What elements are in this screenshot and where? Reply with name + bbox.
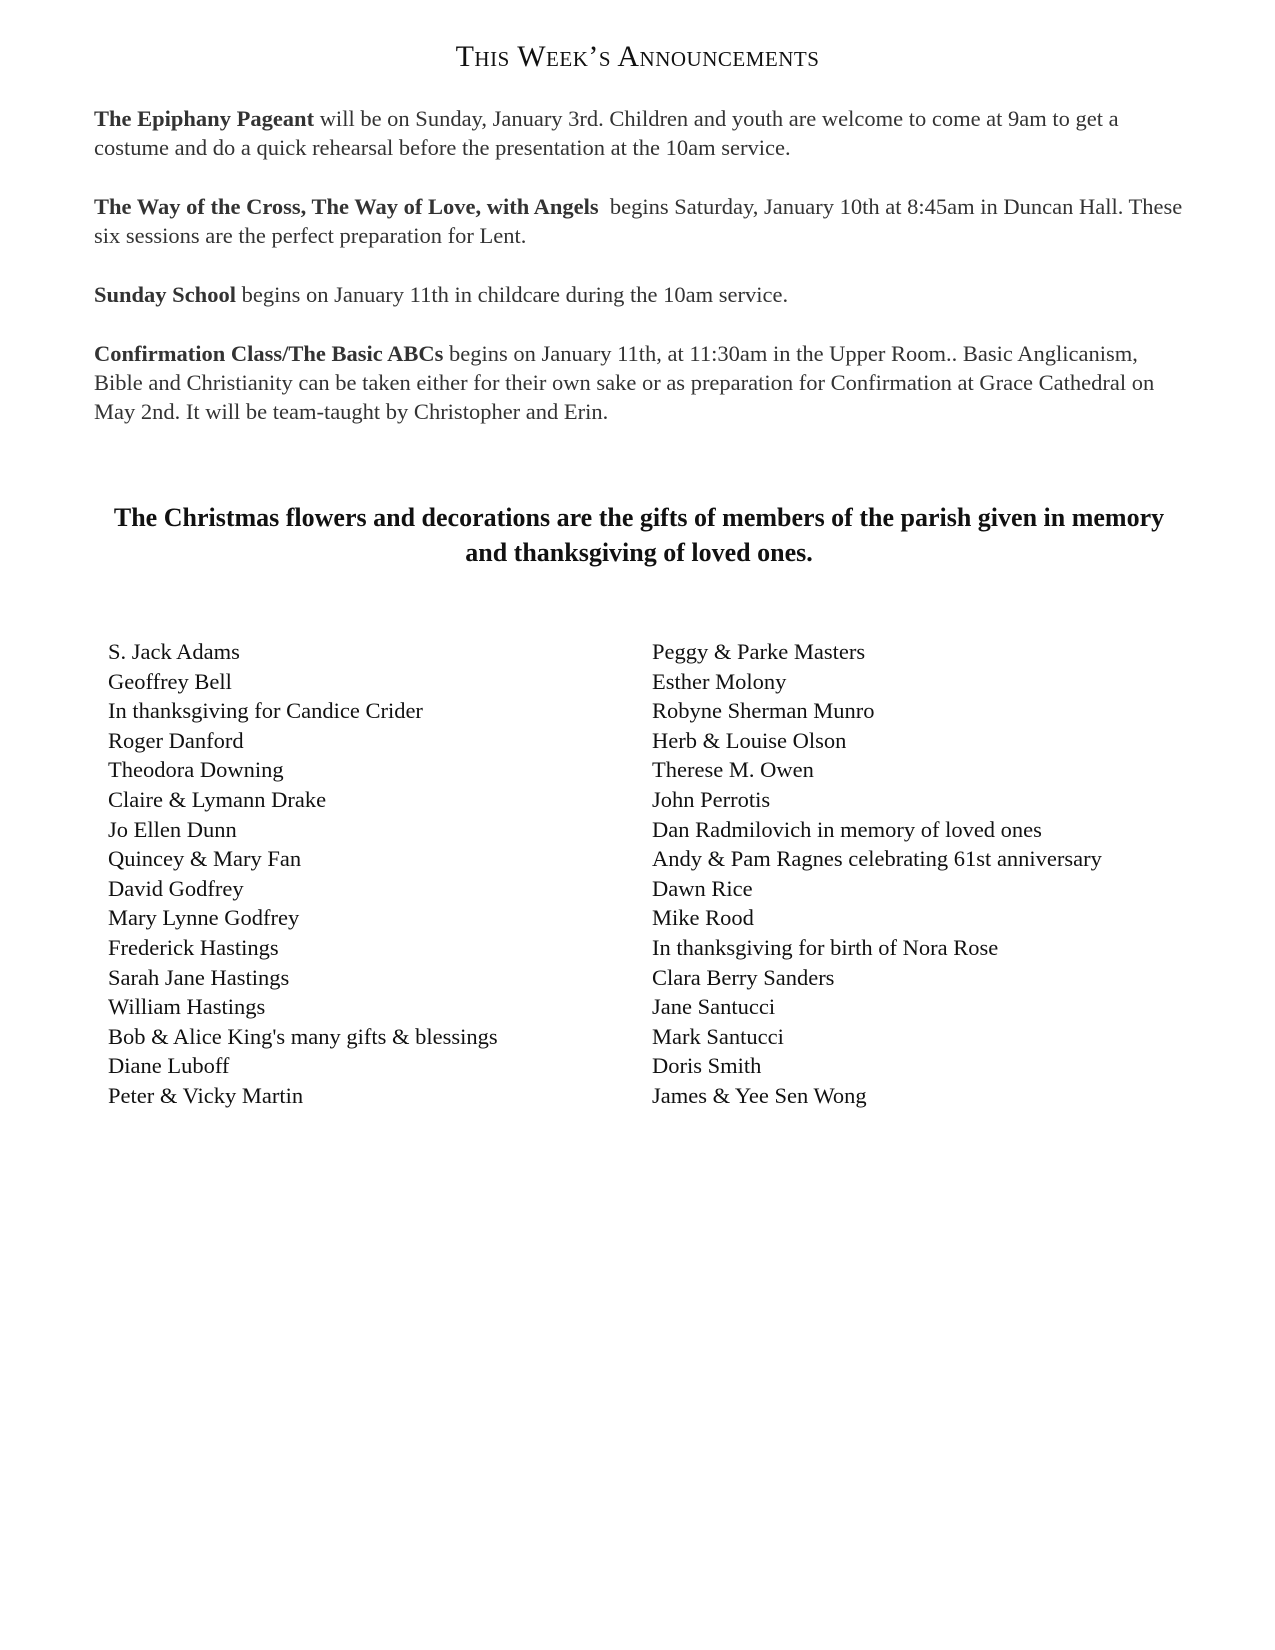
donor-name: Peter & Vicky Martin [108, 1082, 304, 1108]
announcement-text: begins Saturday, January 10th at 8:45am in Duncan Hall. These six sessions are the perfect preparation for Lent. [94, 194, 1188, 248]
donor-name: Quincey & Mary Fan [108, 846, 302, 872]
donor-name: David Godfrey [108, 875, 244, 901]
donor-name: Theodora Downing [108, 757, 284, 783]
donor-name: Esther Molony [652, 668, 787, 694]
donor-names-right-column [652, 637, 1212, 1111]
donor-name: Peggy & Parke Masters [652, 639, 866, 664]
announcement-sunday-school [94, 280, 1184, 309]
donor-name: Mike Rood [652, 905, 754, 931]
christmas-flowers-heading: The Christmas flowers and decorations are the gifts of members of the parish given in memory and thanksgiving of loved ones. [113, 503, 1165, 567]
announcement-text: begins on January 11th in childcare during the 10am service. [235, 282, 789, 307]
donor-name: Geoffrey Bell [108, 668, 232, 694]
donor-names-left-column [108, 637, 628, 1111]
donor-name: Frederick Hastings [108, 934, 279, 960]
donor-name: S. Jack Adams [108, 639, 240, 664]
announcement-lead: The Epiphany Pageant [94, 106, 315, 131]
page-title: This Week’s Announcements [455, 40, 820, 73]
donor-name: Dan Radmilovich in memory of loved ones [652, 816, 1042, 842]
donor-name: Robyne Sherman Munro [652, 698, 875, 724]
donor-name: Doris Smith [652, 1053, 762, 1079]
donor-name: Therese M. Owen [652, 757, 814, 783]
donor-name: Andy & Pam Ragnes celebrating 61st anniversary [652, 846, 1102, 872]
donor-name: John Perrotis [652, 786, 771, 812]
donor-name: Bob & Alice King's many gifts & blessings [108, 1023, 498, 1049]
announcement-lead: The Way of the Cross, The Way of Love, with Angels [94, 194, 599, 219]
announcement-text: will be on Sunday, January 3rd. Children and youth are welcome to come at 9am to get a costume and do a quick rehearsal before the presentation at the 10am service. [94, 106, 1125, 160]
announcements-section [94, 104, 1188, 456]
donor-name: Sarah Jane Hastings [108, 964, 290, 990]
donor-name: Claire & Lymann Drake [108, 786, 327, 812]
announcement-lead: Sunday School [94, 282, 236, 307]
announcement-epiphany-pageant [94, 104, 1184, 162]
donor-name: Mark Santucci [652, 1023, 784, 1049]
donor-name: Roger Danford [108, 727, 244, 753]
announcement-confirmation-class [94, 339, 1184, 426]
announcement-way-of-the-cross [94, 192, 1188, 250]
donor-name: Jo Ellen Dunn [108, 816, 237, 842]
donor-name: In thanksgiving for Candice Crider [108, 698, 423, 724]
donor-name: Clara Berry Sanders [652, 964, 835, 990]
announcement-lead: Confirmation Class/The Basic ABCs [94, 341, 444, 366]
announcement-text: begins on January 11th, at 11:30am in the Upper Room.. Basic Anglicanism, Bible and Christianity can be taken either for their own sake or as preparation for Confirmation at Grace Cathedral on May 2nd. It will be team-taught by Christopher and Erin. [94, 341, 1160, 424]
donor-name: Mary Lynne Godfrey [108, 905, 300, 931]
donor-name: In thanksgiving for birth of Nora Rose [652, 934, 999, 960]
donor-name: Herb & Louise Olson [652, 727, 847, 753]
donor-name: James & Yee Sen Wong [652, 1082, 867, 1108]
donor-name: William Hastings [108, 994, 266, 1020]
donor-name: Dawn Rice [652, 875, 753, 901]
donor-name: Jane Santucci [652, 994, 776, 1020]
donor-name: Diane Luboff [108, 1053, 230, 1079]
